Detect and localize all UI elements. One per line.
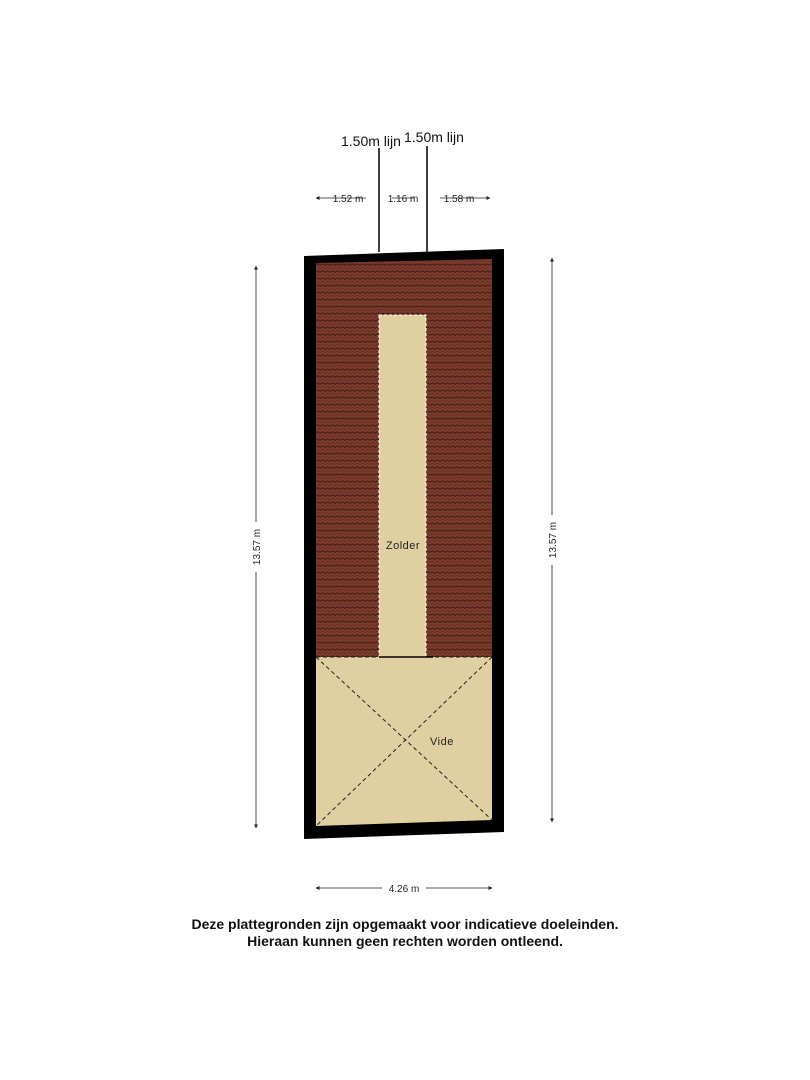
left-height-dimension	[249, 266, 263, 828]
zolder-room	[379, 315, 433, 657]
line-marker-left	[341, 133, 401, 252]
top-dimension-2: 1.16 m	[387, 194, 419, 205]
line-label-right: 1.50m lijn	[404, 129, 464, 145]
line-marker-right	[404, 129, 464, 252]
room-label-zolder: Zolder	[385, 540, 421, 552]
disclaimer-line-2: Hieraan kunnen geen rechten worden ontleend.	[247, 933, 563, 949]
width-label-bottom: 4.26 m	[388, 884, 420, 895]
room-label-vide: Vide	[430, 736, 454, 748]
top-dimension-1: 1.52 m	[332, 194, 364, 205]
line-label-left: 1.50m lijn	[341, 133, 401, 149]
bottom-width-dimension	[316, 884, 492, 895]
top-dimension-3: 1.58 m	[443, 194, 475, 205]
disclaimer-line-1: Deze plattegronden zijn opgemaakt voor indicatieve doeleinden.	[191, 916, 619, 932]
height-label-left: 13.57 m	[252, 528, 263, 566]
height-label-right: 13.57 m	[548, 521, 559, 559]
disclaimer	[0, 916, 810, 950]
top-dimension-line	[316, 194, 490, 205]
right-height-dimension	[545, 258, 559, 822]
